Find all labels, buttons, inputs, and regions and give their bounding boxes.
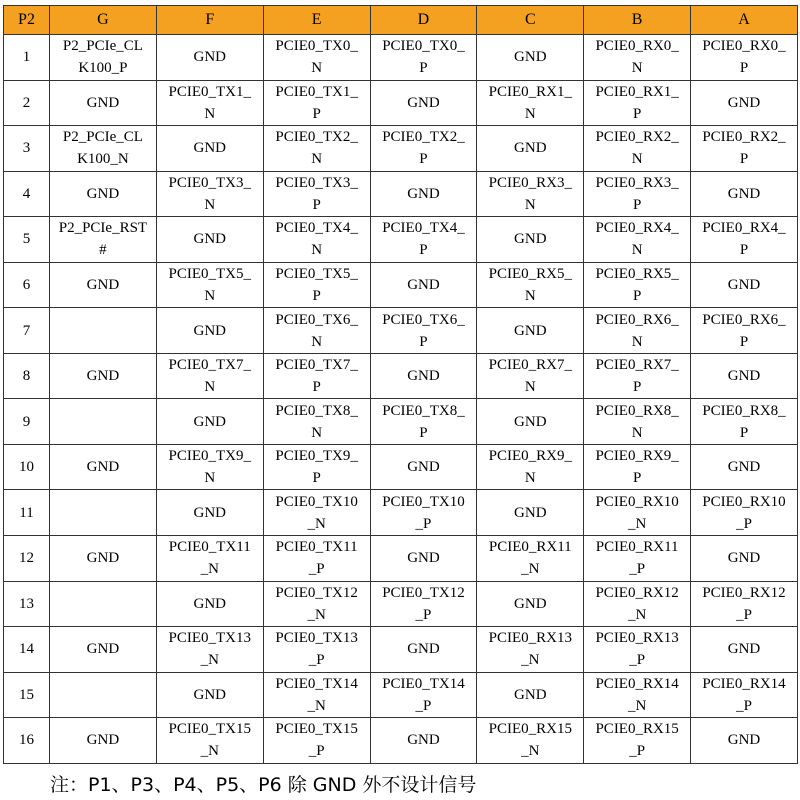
pin-cell: GND	[50, 718, 157, 764]
row-number-cell: 5	[4, 217, 50, 263]
pin-cell: GND	[370, 171, 477, 217]
pin-cell: GND	[156, 399, 263, 445]
pin-cell: PCIE0_RX5_ P	[584, 262, 691, 308]
table-row	[4, 490, 798, 536]
pin-cell: GND	[477, 581, 584, 627]
pin-cell: PCIE0_RX0_ P	[691, 35, 798, 81]
pin-cell: PCIE0_RX6_ N	[584, 308, 691, 354]
pin-cell: GND	[50, 262, 157, 308]
pin-cell: PCIE0_RX15 _N	[477, 718, 584, 764]
table-row	[4, 399, 798, 445]
pin-cell: PCIE0_TX15 _N	[156, 718, 263, 764]
row-number-cell: 9	[4, 399, 50, 445]
pin-cell: GND	[50, 627, 157, 673]
pin-cell: PCIE0_RX8_ N	[584, 399, 691, 445]
pin-cell	[50, 581, 157, 627]
pin-cell: GND	[370, 627, 477, 673]
pin-cell: GND	[370, 262, 477, 308]
pin-cell: GND	[50, 536, 157, 582]
footnote: 注：P1、P3、P4、P5、P6 除 GND 外不设计信号	[50, 774, 477, 796]
pin-cell: GND	[156, 672, 263, 718]
pin-cell: PCIE0_TX13 _N	[156, 627, 263, 673]
table-row	[4, 672, 798, 718]
pin-cell: PCIE0_RX10 _P	[691, 490, 798, 536]
pin-cell: PCIE0_TX9_ P	[263, 444, 370, 490]
table-row	[4, 217, 798, 263]
table-header	[4, 6, 798, 35]
pin-cell: PCIE0_TX0_ P	[370, 35, 477, 81]
pin-cell: GND	[477, 399, 584, 445]
table-body	[4, 35, 798, 764]
pin-cell: GND	[50, 80, 157, 126]
pin-cell: GND	[156, 35, 263, 81]
pin-cell: PCIE0_RX4_ N	[584, 217, 691, 263]
pin-cell: PCIE0_TX8_ P	[370, 399, 477, 445]
table-row	[4, 444, 798, 490]
table-row	[4, 627, 798, 673]
pin-assignment-table	[3, 5, 798, 764]
pin-cell: PCIE0_TX1_ N	[156, 80, 263, 126]
pin-cell: PCIE0_TX6_ P	[370, 308, 477, 354]
pin-cell: PCIE0_TX6_ N	[263, 308, 370, 354]
row-number-cell: 11	[4, 490, 50, 536]
pin-cell	[50, 490, 157, 536]
pin-cell: PCIE0_TX10 _N	[263, 490, 370, 536]
header-column-c: C	[477, 6, 584, 35]
row-number-cell: 2	[4, 80, 50, 126]
pin-cell: GND	[370, 353, 477, 399]
pin-cell: PCIE0_RX2_ N	[584, 126, 691, 172]
table-row	[4, 171, 798, 217]
table-row	[4, 126, 798, 172]
pin-cell: GND	[156, 126, 263, 172]
row-number-cell: 6	[4, 262, 50, 308]
pin-cell: PCIE0_RX12 _N	[584, 581, 691, 627]
pin-cell: PCIE0_TX2_ P	[370, 126, 477, 172]
table-row	[4, 718, 798, 764]
pin-cell: PCIE0_TX8_ N	[263, 399, 370, 445]
pin-cell: PCIE0_TX4_ N	[263, 217, 370, 263]
pin-cell: PCIE0_RX2_ P	[691, 126, 798, 172]
pin-cell: GND	[691, 353, 798, 399]
header-column-f: F	[156, 6, 263, 35]
pin-cell: PCIE0_RX3_ P	[584, 171, 691, 217]
pin-cell: PCIE0_RX13 _N	[477, 627, 584, 673]
pin-cell: PCIE0_TX12 _P	[370, 581, 477, 627]
pin-cell: GND	[477, 126, 584, 172]
row-number-cell: 10	[4, 444, 50, 490]
pin-cell	[50, 308, 157, 354]
pin-cell: GND	[477, 217, 584, 263]
header-row	[4, 6, 798, 35]
pin-cell: GND	[370, 536, 477, 582]
row-number-cell: 12	[4, 536, 50, 582]
pin-cell: PCIE0_TX14 _P	[370, 672, 477, 718]
pin-cell: P2_PCIe_CL K100_P	[50, 35, 157, 81]
header-connector: P2	[4, 6, 50, 35]
table-row	[4, 262, 798, 308]
pin-cell: PCIE0_TX3_ P	[263, 171, 370, 217]
pin-cell: GND	[477, 308, 584, 354]
pin-cell: PCIE0_TX2_ N	[263, 126, 370, 172]
pin-cell: PCIE0_TX12 _N	[263, 581, 370, 627]
pin-cell: PCIE0_RX11 _P	[584, 536, 691, 582]
pin-cell: PCIE0_TX13 _P	[263, 627, 370, 673]
pin-cell: PCIE0_TX10 _P	[370, 490, 477, 536]
pin-cell: PCIE0_RX0_ N	[584, 35, 691, 81]
pin-cell: GND	[477, 490, 584, 536]
pin-cell: GND	[50, 444, 157, 490]
pin-cell: P2_PCIe_CL K100_N	[50, 126, 157, 172]
pin-cell: PCIE0_RX14 _P	[691, 672, 798, 718]
header-column-e: E	[263, 6, 370, 35]
pin-cell: PCIE0_RX7_ N	[477, 353, 584, 399]
row-number-cell: 1	[4, 35, 50, 81]
pin-cell: PCIE0_RX9_ P	[584, 444, 691, 490]
pin-cell: GND	[691, 444, 798, 490]
pin-cell: PCIE0_TX0_ N	[263, 35, 370, 81]
pin-cell: PCIE0_TX3_ N	[156, 171, 263, 217]
pin-cell: GND	[156, 581, 263, 627]
row-number-cell: 7	[4, 308, 50, 354]
table-row	[4, 80, 798, 126]
pin-cell: GND	[370, 718, 477, 764]
pin-cell: GND	[50, 171, 157, 217]
pin-cell: PCIE0_RX1_ N	[477, 80, 584, 126]
pin-cell: PCIE0_TX15 _P	[263, 718, 370, 764]
pin-cell: GND	[156, 217, 263, 263]
header-column-g: G	[50, 6, 157, 35]
row-number-cell: 8	[4, 353, 50, 399]
pin-cell: PCIE0_RX1_ P	[584, 80, 691, 126]
pin-cell: GND	[691, 536, 798, 582]
header-column-b: B	[584, 6, 691, 35]
pin-cell: PCIE0_RX15 _P	[584, 718, 691, 764]
pin-cell: PCIE0_RX10 _N	[584, 490, 691, 536]
pin-cell: GND	[50, 353, 157, 399]
pin-cell: P2_PCIe_RST #	[50, 217, 157, 263]
pin-cell: PCIE0_TX14 _N	[263, 672, 370, 718]
pin-cell: GND	[691, 627, 798, 673]
row-number-cell: 13	[4, 581, 50, 627]
pin-cell: PCIE0_RX11 _N	[477, 536, 584, 582]
pin-cell: PCIE0_RX12 _P	[691, 581, 798, 627]
row-number-cell: 4	[4, 171, 50, 217]
pin-cell: PCIE0_TX7_ N	[156, 353, 263, 399]
pin-cell: GND	[477, 672, 584, 718]
pin-cell: PCIE0_RX5_ N	[477, 262, 584, 308]
pin-cell: PCIE0_RX8_ P	[691, 399, 798, 445]
pin-cell: GND	[691, 718, 798, 764]
row-number-cell: 14	[4, 627, 50, 673]
pin-cell: PCIE0_RX14 _N	[584, 672, 691, 718]
header-column-a: A	[691, 6, 798, 35]
row-number-cell: 16	[4, 718, 50, 764]
table-row	[4, 581, 798, 627]
pin-cell: PCIE0_RX3_ N	[477, 171, 584, 217]
pin-cell: GND	[156, 490, 263, 536]
pin-cell	[50, 399, 157, 445]
pin-cell: GND	[477, 35, 584, 81]
table-row	[4, 536, 798, 582]
pin-cell: PCIE0_RX7_ P	[584, 353, 691, 399]
pin-cell: PCIE0_RX9_ N	[477, 444, 584, 490]
pin-cell: GND	[370, 80, 477, 126]
table-row	[4, 353, 798, 399]
pin-cell: PCIE0_RX6_ P	[691, 308, 798, 354]
pin-cell: GND	[156, 308, 263, 354]
pin-cell	[50, 672, 157, 718]
pin-cell: PCIE0_RX13 _P	[584, 627, 691, 673]
table-row	[4, 35, 798, 81]
header-column-d: D	[370, 6, 477, 35]
table-row	[4, 308, 798, 354]
row-number-cell: 15	[4, 672, 50, 718]
row-number-cell: 3	[4, 126, 50, 172]
pin-cell: PCIE0_TX7_ P	[263, 353, 370, 399]
pin-cell: GND	[370, 444, 477, 490]
pin-cell: GND	[691, 80, 798, 126]
pin-cell: GND	[691, 262, 798, 308]
pin-cell: PCIE0_RX4_ P	[691, 217, 798, 263]
pin-cell: PCIE0_TX9_ N	[156, 444, 263, 490]
pin-cell: PCIE0_TX4_ P	[370, 217, 477, 263]
pin-cell: PCIE0_TX11 _P	[263, 536, 370, 582]
pin-cell: GND	[691, 171, 798, 217]
pin-cell: PCIE0_TX11 _N	[156, 536, 263, 582]
pin-cell: PCIE0_TX5_ P	[263, 262, 370, 308]
pin-cell: PCIE0_TX1_ P	[263, 80, 370, 126]
pin-cell: PCIE0_TX5_ N	[156, 262, 263, 308]
